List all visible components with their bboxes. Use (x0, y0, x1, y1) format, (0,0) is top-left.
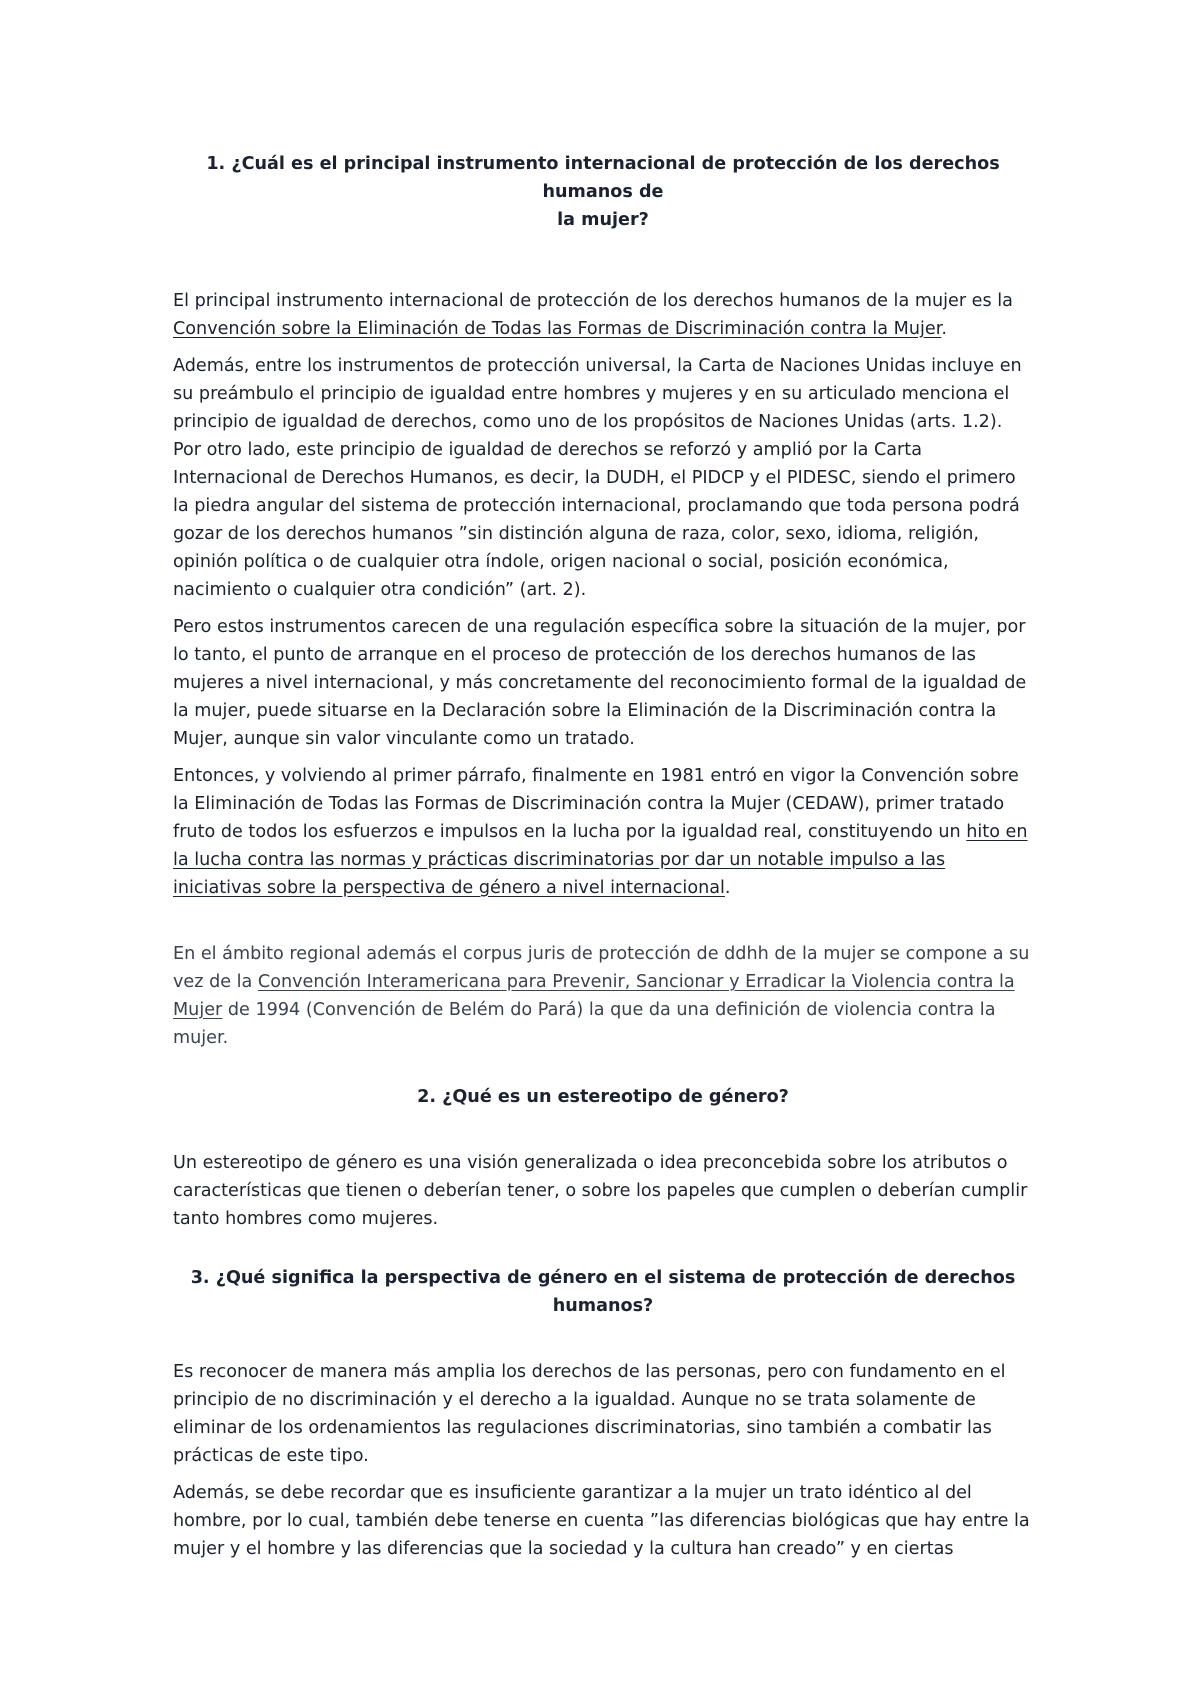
q1-p4-end: . (724, 878, 731, 898)
question-2-heading: 2. ¿Qué es un estereotipo de género? (417, 1087, 789, 1107)
question-1-heading-line2: la mujer? (557, 210, 649, 230)
belem-do-para-link[interactable]: Convención Interamericana para Prevenir, Sancionar y Erradicar la Violencia contra la Mujer (173, 972, 1015, 1020)
q1-p1-end: . (941, 319, 947, 339)
q3-paragraph-1: Es reconocer de manera más amplia los derechos de las personas, pero con fundamento en el principio de no discriminación y el derecho a la igualdad. Aunque no se trata solamente de eliminar de los ordenamientos las regulaciones discriminatorias, sino también a combatir las prácticas de este tipo. (173, 1362, 1006, 1466)
q1-p5-end: de 1994 (Convención de Belém do Pará) la que da una definición de violencia contra la mujer. (173, 1000, 996, 1048)
q1-paragraph-5 (173, 940, 1033, 1052)
q1-paragraph-2: Además, entre los instrumentos de protección universal, la Carta de Naciones Unidas incluye en su preámbulo el principio de igualdad entre hombres y mujeres y en su articulado menciona el principio de igualdad de derechos, como uno de los propósitos de Naciones Unidas (arts. 1.2). Por otro lado, este principio de igualdad de derechos se reforzó y amplió por la Carta Internacional de Derechos Humanos, es decir, la DUDH, el PIDCP y el PIDESC, siendo el primero la piedra angular del sistema de protección internacional, proclamando que toda persona podrá gozar de los derechos humanos ”sin distinción alguna de raza, color, sexo, idioma, religión, opinión política o de cualquier otra índole, origen nacional o social, posición económica, nacimiento o cualquier otra condición” (art. 2). (173, 356, 1022, 600)
question-3-heading: 3. ¿Qué significa la perspectiva de género en el sistema de protección de derechos humanos? (190, 1268, 1016, 1316)
q1-p1-text: El principal instrumento internacional de protección de los derechos humanos de la mujer es la (173, 291, 1013, 311)
q1-p5-text: En el ámbito regional además el corpus juris de protección de ddhh de la mujer se compone a su vez de la (173, 944, 1030, 992)
document-page (173, 150, 1033, 1563)
q1-paragraph-3: Pero estos instrumentos carecen de una regulación específica sobre la situación de la mujer, por lo tanto, el punto de arranque en el proceso de protección de los derechos humanos de las mujeres a nivel internacional, y más concretamente del reconocimiento formal de la igualdad de la mujer, puede situarse en la Declaración sobre la Eliminación de la Discriminación contra la Mujer, aunque sin valor vinculante como un tratado. (173, 617, 1027, 749)
cedaw-link[interactable]: Convención sobre la Eliminación de Todas las Formas de Discriminación contra la Mujer (173, 319, 942, 339)
q1-paragraph-1 (173, 287, 1033, 343)
q2-paragraph-1: Un estereotipo de género es una visión generalizada o idea preconcebida sobre los atributos o características que tienen o deberían tener, o sobre los papeles que cumplen o deberían cumplir tanto hombres como mujeres. (173, 1153, 1028, 1229)
question-1-heading-line1: 1. ¿Cuál es el principal instrumento internacional de protección de los derechos humanos de (206, 154, 1000, 202)
q1-paragraph-4 (173, 762, 1033, 902)
q1-p4-text: Entonces, y volviendo al primer párrafo, finalmente en 1981 entró en vigor la Convención sobre la Eliminación de Todas las Formas de Discriminación contra la Mujer (CEDAW), primer tratado fruto de todos los esfuerzos e impulsos en la lucha por la igualdad real, constituyendo un (173, 766, 1019, 842)
question-1-heading (173, 150, 1033, 234)
q1-p4-underlined: hito en la lucha contra las normas y prácticas discriminatorias por dar un notable impulso a las iniciativas sobre la perspectiva de género a nivel internacional (173, 822, 1028, 898)
q3-paragraph-2: Además, se debe recordar que es insuficiente garantizar a la mujer un trato idéntico al del hombre, por lo cual, también debe tenerse en cuenta ”las diferencias biológicas que hay entre la mujer y el hombre y las diferencias que la sociedad y la cultura han creado” y en ciertas (173, 1483, 1030, 1559)
